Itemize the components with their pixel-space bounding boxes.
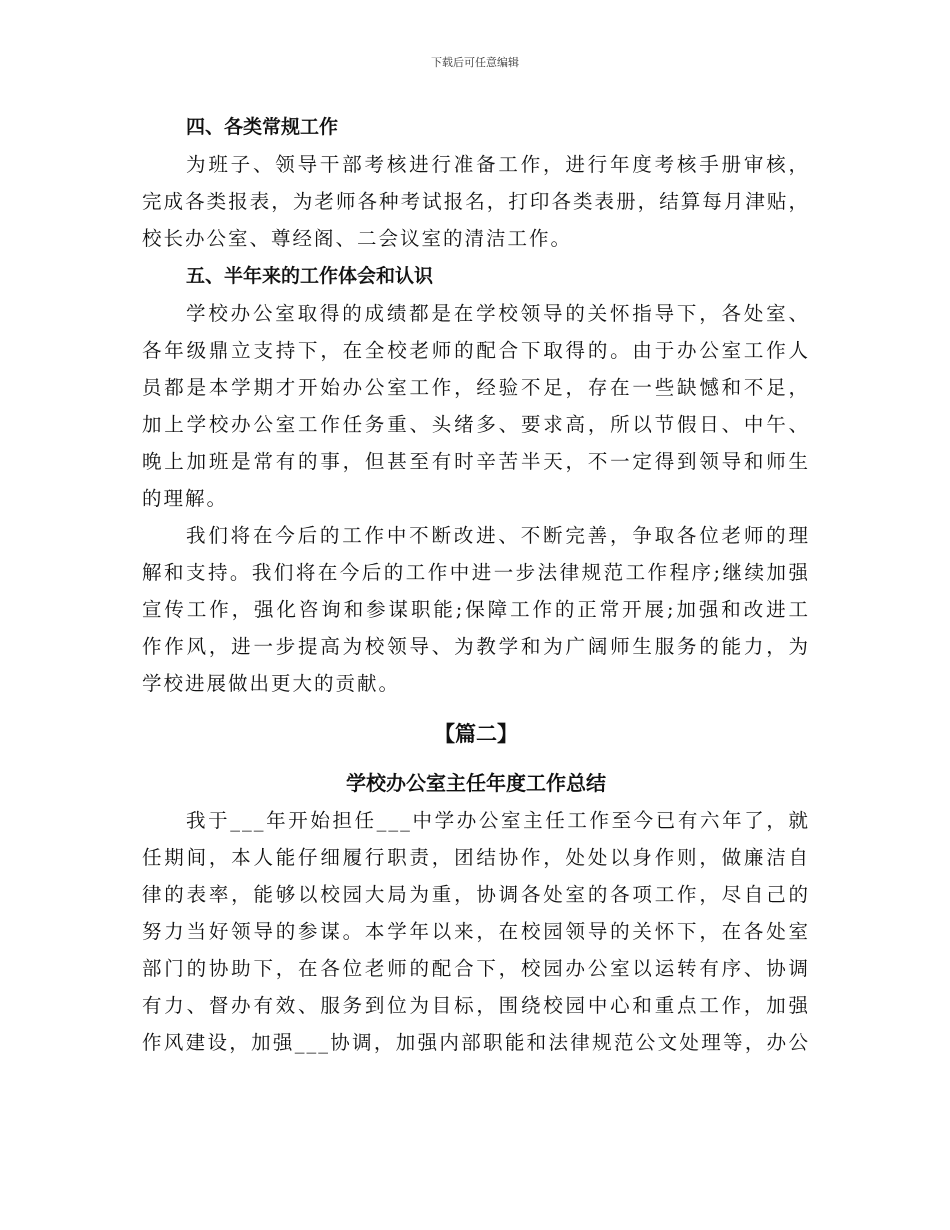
- section5-paragraph-1: [142, 295, 810, 517]
- section5-paragraph-2: [142, 517, 810, 702]
- text-line: 部门的协助下，在各位老师的配合下，校园办公室以运转有序、协调: [142, 957, 810, 980]
- text-line: 校长办公室、尊经阁、二会议室的清洁工作。: [142, 227, 573, 250]
- section5-heading: 五、半年来的工作体会和认识: [186, 265, 434, 287]
- part-two-title: 学校办公室主任年度工作总结: [346, 771, 606, 795]
- section4-heading: 四、各类常规工作: [186, 116, 339, 138]
- text-line: 作风建设，加强___协调，加强内部职能和法律规范公文处理等，办公: [142, 1031, 810, 1054]
- text-line: 我于___年开始担任___中学办公室主任工作至今已有六年了，就: [186, 809, 810, 832]
- text-line: 加上学校办公室工作任务重、头绪多、要求高，所以节假日、中午、: [142, 413, 810, 436]
- text-line: 努力当好领导的参谋。本学年以来，在校园领导的关怀下，在各处室: [142, 920, 810, 943]
- text-line: 宣传工作，强化咨询和参谋职能;保障工作的正常开展;加强和改进工: [142, 598, 810, 621]
- text-line: 为班子、领导干部考核进行准备工作，进行年度考核手册审核，: [186, 153, 810, 176]
- section4-paragraph: [142, 146, 810, 257]
- text-line: 各年级鼎立支持下，在全校老师的配合下取得的。由于办公室工作人: [142, 339, 810, 362]
- text-line: 完成各类报表，为老师各种考试报名，打印各类表册，结算每月津贴，: [142, 190, 810, 213]
- text-line: 员都是本学期才开始办公室工作，经验不足，存在一些缺憾和不足，: [142, 376, 810, 399]
- text-line: 学校办公室取得的成绩都是在学校领导的关怀指导下，各处室、: [186, 302, 810, 325]
- text-line: 学校进展做出更大的贡献。: [142, 672, 401, 695]
- text-line: 律的表率，能够以校园大局为重，协调各处室的各项工作，尽自己的: [142, 883, 810, 906]
- text-line: 任期间，本人能仔细履行职责，团结协作，处处以身作则，做廉洁自: [142, 846, 810, 869]
- document-body: [142, 108, 810, 1061]
- text-line: 的理解。: [142, 487, 229, 510]
- text-line: 有力、督办有效、服务到位为目标，围绕校园中心和重点工作，加强: [142, 994, 810, 1017]
- part-two-label: 【篇二】: [434, 721, 518, 746]
- text-line: 晚上加班是常有的事，但甚至有时辛苦半天，不一定得到领导和师生: [142, 450, 810, 473]
- text-line: 解和支持。我们将在今后的工作中进一步法律规范工作程序;继续加强: [142, 561, 810, 584]
- text-line: 作作风，进一步提高为校领导、为教学和为广阔师生服务的能力，为: [142, 635, 810, 658]
- part-two-paragraph: [142, 802, 810, 1061]
- text-line: 我们将在今后的工作中不断改进、不断完善，争取各位老师的理: [186, 524, 810, 547]
- page-header: 下载后可任意编辑: [431, 56, 519, 69]
